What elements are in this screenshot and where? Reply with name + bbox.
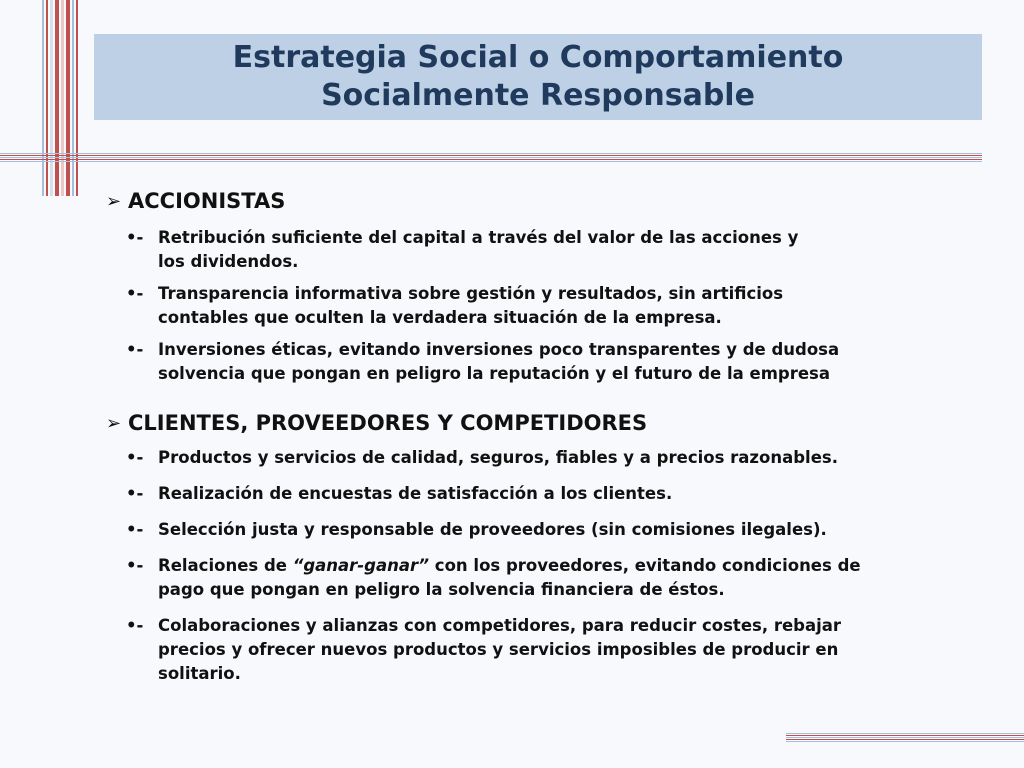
- list-item-text: Realización de encuestas de satisfacción a los clientes.: [158, 484, 673, 503]
- bullet-marker: •-: [126, 284, 144, 303]
- slide-content: [106, 186, 1006, 686]
- section-heading-label: CLIENTES, PROVEEDORES Y COMPETIDORES: [128, 411, 648, 435]
- list-item-text: pago que pongan en peligro la solvencia financiera de éstos.: [158, 580, 725, 599]
- list-item: [106, 518, 1006, 542]
- list-item-text: Selección justa y responsable de proveedores (sin comisiones ilegales).: [158, 520, 827, 539]
- list-item-text: Inversiones éticas, evitando inversiones poco transparentes y de dudosa: [158, 340, 840, 359]
- decorative-vertical-stripes: [42, 0, 84, 196]
- section-heading-accionistas: [106, 186, 1006, 216]
- bullet-marker: •-: [126, 520, 144, 539]
- list-item: [106, 282, 1006, 330]
- list-item: [106, 338, 1006, 386]
- arrow-bullet-icon: ➢: [106, 190, 122, 212]
- section-heading-label: ACCIONISTAS: [128, 189, 286, 213]
- list-item-text: Productos y servicios de calidad, seguros, fiables y a precios razonables.: [158, 448, 838, 467]
- list-item-text: Retribución suficiente del capital a través del valor de las acciones y: [158, 228, 799, 247]
- bullet-marker: •-: [126, 340, 144, 359]
- list-item-text: Transparencia informativa sobre gestión y resultados, sin artificios: [158, 284, 784, 303]
- arrow-bullet-icon: ➢: [106, 412, 122, 434]
- list-item: [106, 226, 1006, 274]
- slide-title-line-2: Socialmente Responsable: [321, 78, 755, 113]
- list-item: [106, 446, 1006, 470]
- list-item: [106, 554, 1006, 602]
- list-item-text: solvencia que pongan en peligro la reputación y el futuro de la empresa: [158, 364, 830, 383]
- decorative-top-stripe-band: [0, 153, 982, 162]
- section-heading-clientes: [106, 408, 1006, 438]
- list-item-text: Relaciones de “ganar-ganar” con los proveedores, evitando condiciones de: [158, 556, 861, 575]
- list-item: [106, 614, 1006, 686]
- bullet-marker: •-: [126, 484, 144, 503]
- bullet-marker: •-: [126, 448, 144, 467]
- list-item-text: contables que oculten la verdadera situación de la empresa.: [158, 308, 722, 327]
- title-banner: [94, 34, 982, 120]
- bullet-marker: •-: [126, 228, 144, 247]
- list-item-text: los dividendos.: [158, 252, 299, 271]
- list-item-text: precios y ofrecer nuevos productos y servicios imposibles de producir en: [158, 640, 839, 659]
- list-item: [106, 482, 1006, 506]
- decorative-bottom-stripe-band: [786, 733, 1024, 742]
- slide-title-line-1: Estrategia Social o Comportamiento: [232, 40, 844, 75]
- bullet-marker: •-: [126, 616, 144, 635]
- list-item-text: solitario.: [158, 664, 241, 683]
- bullet-marker: •-: [126, 556, 144, 575]
- list-item-text: Colaboraciones y alianzas con competidores, para reducir costes, rebajar: [158, 616, 842, 635]
